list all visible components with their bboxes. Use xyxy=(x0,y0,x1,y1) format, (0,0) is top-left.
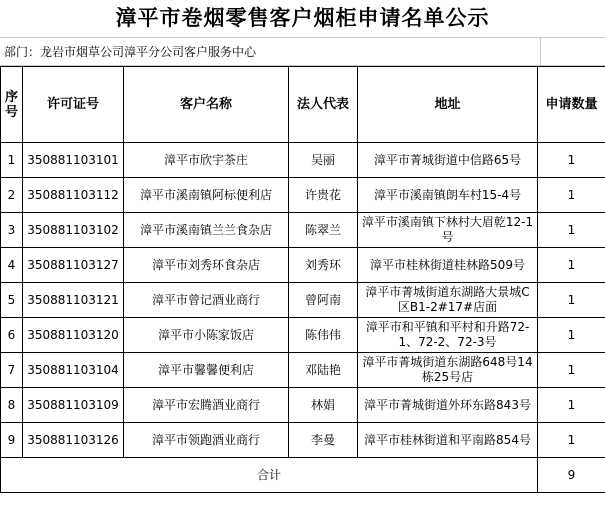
cell-address: 漳平市桂林街道桂林路509号 xyxy=(358,248,538,283)
cell-quantity: 1 xyxy=(538,423,605,458)
department-divider xyxy=(540,38,541,66)
page-title: 漳平市卷烟零售客户烟柜申请名单公示 xyxy=(0,0,605,38)
cell-address: 漳平市桂林街道和平南路854号 xyxy=(358,423,538,458)
cell-address: 漳平市和平镇和平村和升路72-1、72-2、72-3号 xyxy=(358,318,538,353)
cell-customer: 漳平市曾记酒业商行 xyxy=(124,283,289,318)
cell-legal-rep: 刘秀环 xyxy=(289,248,358,283)
cell-quantity: 1 xyxy=(538,248,605,283)
table-row xyxy=(1,318,605,353)
cell-quantity: 1 xyxy=(538,178,605,213)
column-header-customer: 客户名称 xyxy=(124,67,289,143)
table-row xyxy=(1,248,605,283)
total-row xyxy=(1,458,605,493)
cell-license: 350881103102 xyxy=(23,213,124,248)
cell-legal-rep: 陈伟伟 xyxy=(289,318,358,353)
cell-customer: 漳平市刘秀环食杂店 xyxy=(124,248,289,283)
cell-legal-rep: 林娟 xyxy=(289,388,358,423)
table-row xyxy=(1,213,605,248)
cell-index: 3 xyxy=(1,213,23,248)
column-header-legal-rep: 法人代表 xyxy=(289,67,358,143)
cell-license: 350881103126 xyxy=(23,423,124,458)
cell-quantity: 1 xyxy=(538,388,605,423)
cell-legal-rep: 李曼 xyxy=(289,423,358,458)
cell-license: 350881103109 xyxy=(23,388,124,423)
cell-quantity: 1 xyxy=(538,213,605,248)
cell-license: 350881103120 xyxy=(23,318,124,353)
cell-customer: 漳平市溪南镇阿标便利店 xyxy=(124,178,289,213)
cell-index: 4 xyxy=(1,248,23,283)
column-header-quantity: 申请数量 xyxy=(538,67,605,143)
table-header-row xyxy=(1,67,605,143)
cell-index: 6 xyxy=(1,318,23,353)
cell-index: 2 xyxy=(1,178,23,213)
column-header-index: 序号 xyxy=(1,67,23,143)
cell-address: 漳平市菁城街道东湖路大景城C区B1-2#17#店面 xyxy=(358,283,538,318)
total-label: 合计 xyxy=(1,458,538,493)
cell-quantity: 1 xyxy=(538,353,605,388)
cell-license: 350881103101 xyxy=(23,143,124,178)
cell-quantity: 1 xyxy=(538,143,605,178)
cell-customer: 漳平市溪南镇兰兰食杂店 xyxy=(124,213,289,248)
cell-legal-rep: 陈翠兰 xyxy=(289,213,358,248)
table-row xyxy=(1,178,605,213)
cell-customer: 漳平市宏腾酒业商行 xyxy=(124,388,289,423)
total-quantity: 9 xyxy=(538,458,605,493)
cell-license: 350881103112 xyxy=(23,178,124,213)
cell-legal-rep: 许贵花 xyxy=(289,178,358,213)
cell-customer: 漳平市馨馨便利店 xyxy=(124,353,289,388)
cell-customer: 漳平市欣宇茶庄 xyxy=(124,143,289,178)
cell-license: 350881103127 xyxy=(23,248,124,283)
cell-legal-rep: 邓陆艳 xyxy=(289,353,358,388)
cell-customer: 漳平市领跑酒业商行 xyxy=(124,423,289,458)
cell-index: 8 xyxy=(1,388,23,423)
cell-quantity: 1 xyxy=(538,318,605,353)
department-line: 部门：龙岩市烟草公司漳平分公司客户服务中心 xyxy=(0,38,605,66)
cell-address: 漳平市菁城街道外环东路843号 xyxy=(358,388,538,423)
table-row xyxy=(1,423,605,458)
cell-index: 9 xyxy=(1,423,23,458)
cell-license: 350881103104 xyxy=(23,353,124,388)
cell-license: 350881103121 xyxy=(23,283,124,318)
table-row xyxy=(1,143,605,178)
cell-quantity: 1 xyxy=(538,283,605,318)
cell-customer: 漳平市小陈家饭店 xyxy=(124,318,289,353)
column-header-license: 许可证号 xyxy=(23,67,124,143)
cell-index: 1 xyxy=(1,143,23,178)
table-row xyxy=(1,353,605,388)
applicant-table xyxy=(0,66,605,493)
table-row xyxy=(1,388,605,423)
cell-address: 漳平市溪南镇下林村大眉乾12-1号 xyxy=(358,213,538,248)
cell-address: 漳平市菁城街道中信路65号 xyxy=(358,143,538,178)
cell-address: 漳平市菁城街道东湖路648号14栋25号店 xyxy=(358,353,538,388)
cell-legal-rep: 吴丽 xyxy=(289,143,358,178)
column-header-address: 地址 xyxy=(358,67,538,143)
cell-index: 7 xyxy=(1,353,23,388)
cell-legal-rep: 曾阿南 xyxy=(289,283,358,318)
table-row xyxy=(1,283,605,318)
cell-address: 漳平市溪南镇朗车村15-4号 xyxy=(358,178,538,213)
cell-index: 5 xyxy=(1,283,23,318)
